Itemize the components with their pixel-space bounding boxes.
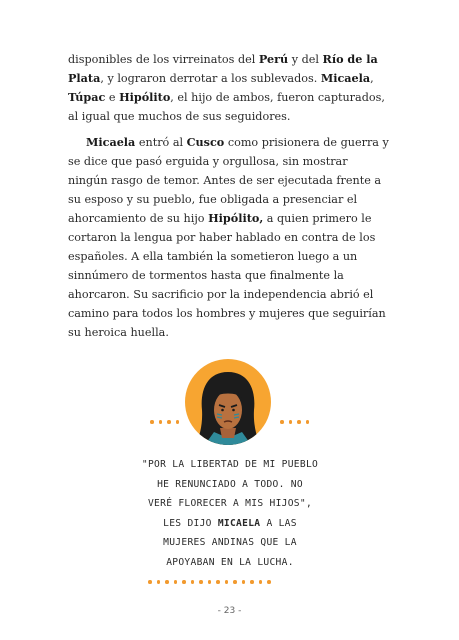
decorative-dots-right — [280, 420, 309, 424]
bold-text: MICAELA — [217, 517, 261, 529]
text-span: , — [370, 72, 374, 85]
neck-shape — [220, 428, 236, 438]
decorative-dots-bottom — [148, 580, 271, 584]
text-span: , y lograron derrotar a los sublevados. — [100, 72, 321, 85]
text-span: LES DIJO — [163, 517, 218, 529]
main-text — [68, 50, 390, 342]
quote-line-4 — [110, 514, 350, 534]
quote-line-5: MUJERES ANDINAS QUE LA — [163, 537, 297, 548]
bold-text: Cusco — [186, 135, 225, 149]
text-span: como prisionera de guerra y se dice que pasó erguida y orgullosa, sin mostrar ningún rasgo de temor. Antes de ser ejecutada frente a su esposo y su pueblo, fue obligada a presenciar el ahorcamiento de su hijo — [68, 136, 389, 225]
text-span: A LAS — [260, 517, 297, 529]
portrait-svg — [184, 358, 272, 446]
text-span: , el hijo de ambos, fueron capturados, al igual que muchos de sus seguidores. — [68, 91, 385, 123]
text-span: y del — [288, 53, 323, 66]
decorative-dots-left — [150, 420, 179, 424]
right-eye — [232, 409, 235, 412]
bold-text: Río de la Plata — [68, 52, 378, 85]
micaela-portrait-illustration — [184, 358, 272, 446]
bold-text: Hipólito, — [208, 211, 264, 225]
quote-line-1: "POR LA LIBERTAD DE MI PUEBLO — [141, 459, 319, 470]
text-span: entró al — [135, 136, 187, 149]
bold-text: Hipólito — [119, 90, 171, 104]
bold-text: Túpac — [68, 90, 106, 104]
text-span: e — [105, 91, 120, 104]
paragraph-1 — [68, 50, 390, 126]
face-shape — [214, 391, 242, 429]
text-span: disponibles de los virreinatos del — [68, 53, 259, 66]
paragraph-2 — [68, 133, 390, 342]
quote-line-6: APOYABAN EN LA LUCHA. — [166, 556, 294, 568]
page-number: - 23 - — [217, 606, 242, 616]
text-span: a quien primero le cortaron la lengua por haber hablado en contra de los españoles. A ella también la sometieron luego a un sinnúmero de tormentos hasta que finalmente la ahorcaron. Su sacrificio por la independencia abrió el camino para todos los hombres y mujeres que seguirían su heroica huella. — [68, 212, 386, 339]
bold-text: Micaela — [320, 71, 371, 85]
quote-line-2: HE RENUNCIADO A TODO. NO — [157, 478, 303, 490]
quote-block — [110, 455, 350, 572]
bold-text: Perú — [258, 52, 289, 66]
left-eye — [221, 409, 224, 412]
bold-text: Micaela — [86, 135, 136, 149]
quote-line-3: VERÉ FLORECER A MIS HIJOS", — [147, 498, 313, 509]
